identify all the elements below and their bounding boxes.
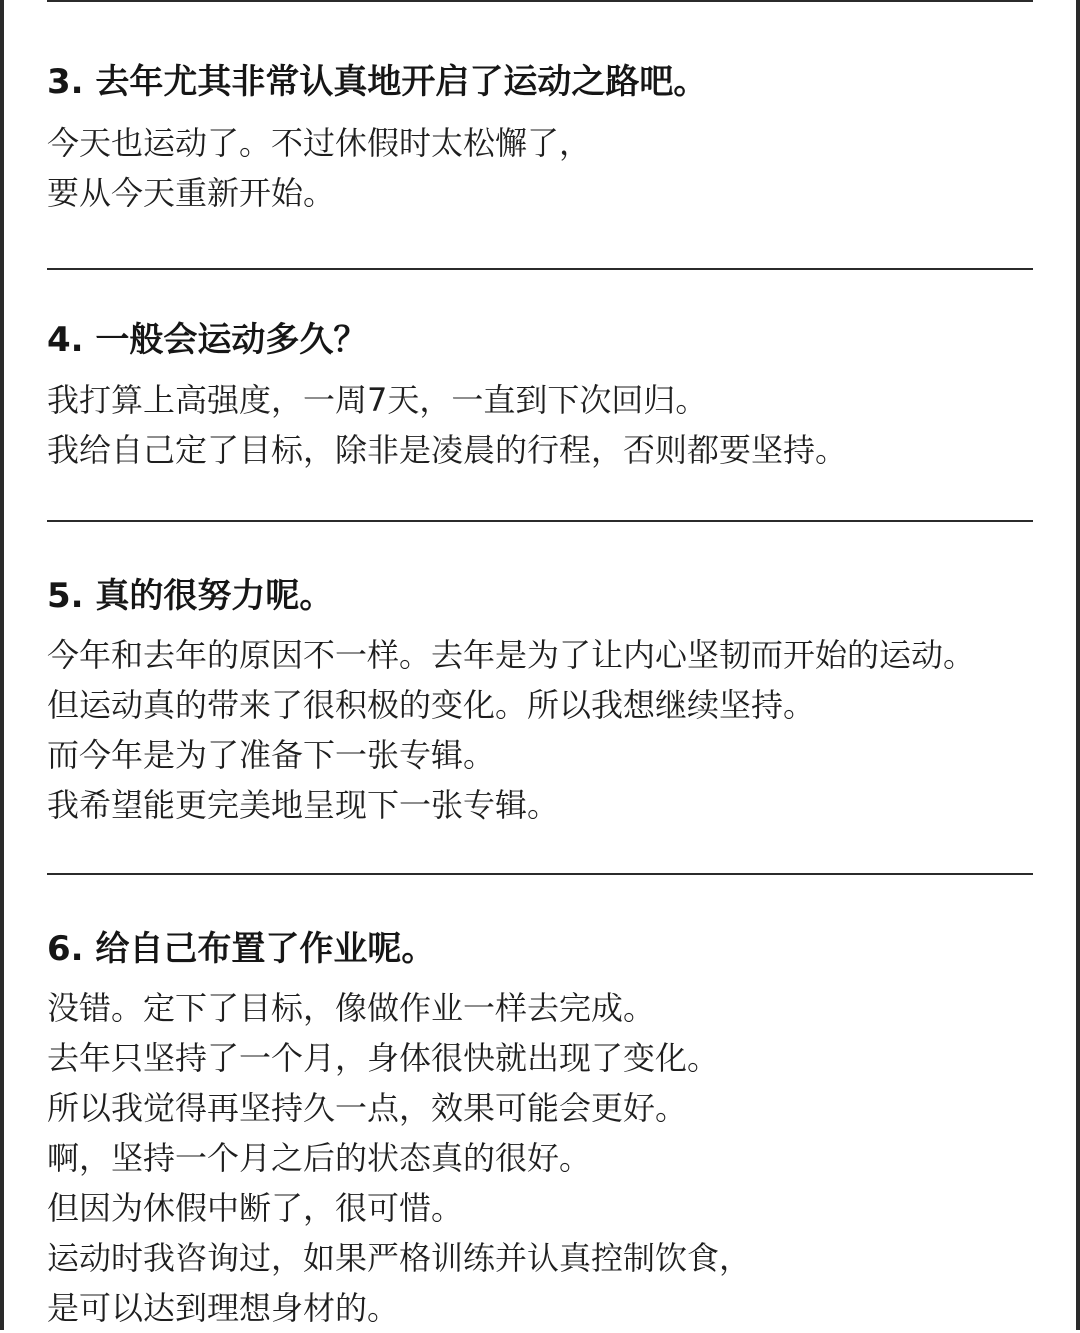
- right-border: [1076, 0, 1080, 1330]
- answer-6: [47, 983, 751, 1333]
- answer-line: 我打算上高强度，一周7天，一直到下次回归。: [47, 381, 708, 419]
- answer-line: 而今年是为了准备下一张专辑。: [47, 736, 496, 774]
- answer-line: 我希望能更完美地呈现下一张专辑。: [47, 786, 560, 824]
- answer-line: 但运动真的带来了很积极的变化。所以我想继续坚持。: [47, 686, 816, 724]
- divider: [47, 0, 1033, 2]
- answer-5: [47, 630, 975, 830]
- question-4: 4. 一般会运动多久？: [47, 320, 368, 360]
- answer-line: 要从今天重新开始。: [47, 174, 336, 212]
- answer-line: 今天也运动了。不过休假时太松懈了，: [47, 124, 592, 162]
- answer-line: 所以我觉得再坚持久一点，效果可能会更好。: [47, 1089, 688, 1127]
- divider: [47, 268, 1033, 270]
- divider: [47, 520, 1033, 522]
- answer-line: 我给自己定了目标，除非是凌晨的行程，否则都要坚持。: [47, 431, 848, 469]
- left-border: [0, 0, 4, 1330]
- question-3: 3. 去年尤其非常认真地开启了运动之路吧。: [47, 62, 708, 102]
- answer-line: 啊，坚持一个月之后的状态真的很好。: [47, 1139, 592, 1177]
- divider: [47, 873, 1033, 875]
- question-5: 5. 真的很努力呢。: [47, 576, 334, 616]
- answer-4: [47, 375, 847, 475]
- answer-3: [47, 118, 591, 218]
- answer-line: 运动时我咨询过，如果严格训练并认真控制饮食，: [47, 1239, 752, 1277]
- answer-line: 没错。定下了目标，像做作业一样去完成。: [47, 989, 656, 1027]
- answer-line: 但因为休假中断了，很可惜。: [47, 1189, 464, 1227]
- answer-line: 是可以达到理想身材的。: [47, 1289, 400, 1327]
- question-6: 6. 给自己布置了作业呢。: [47, 929, 436, 969]
- answer-line: 今年和去年的原因不一样。去年是为了让内心坚韧而开始的运动。: [47, 636, 976, 674]
- answer-line: 去年只坚持了一个月，身体很快就出现了变化。: [47, 1039, 720, 1077]
